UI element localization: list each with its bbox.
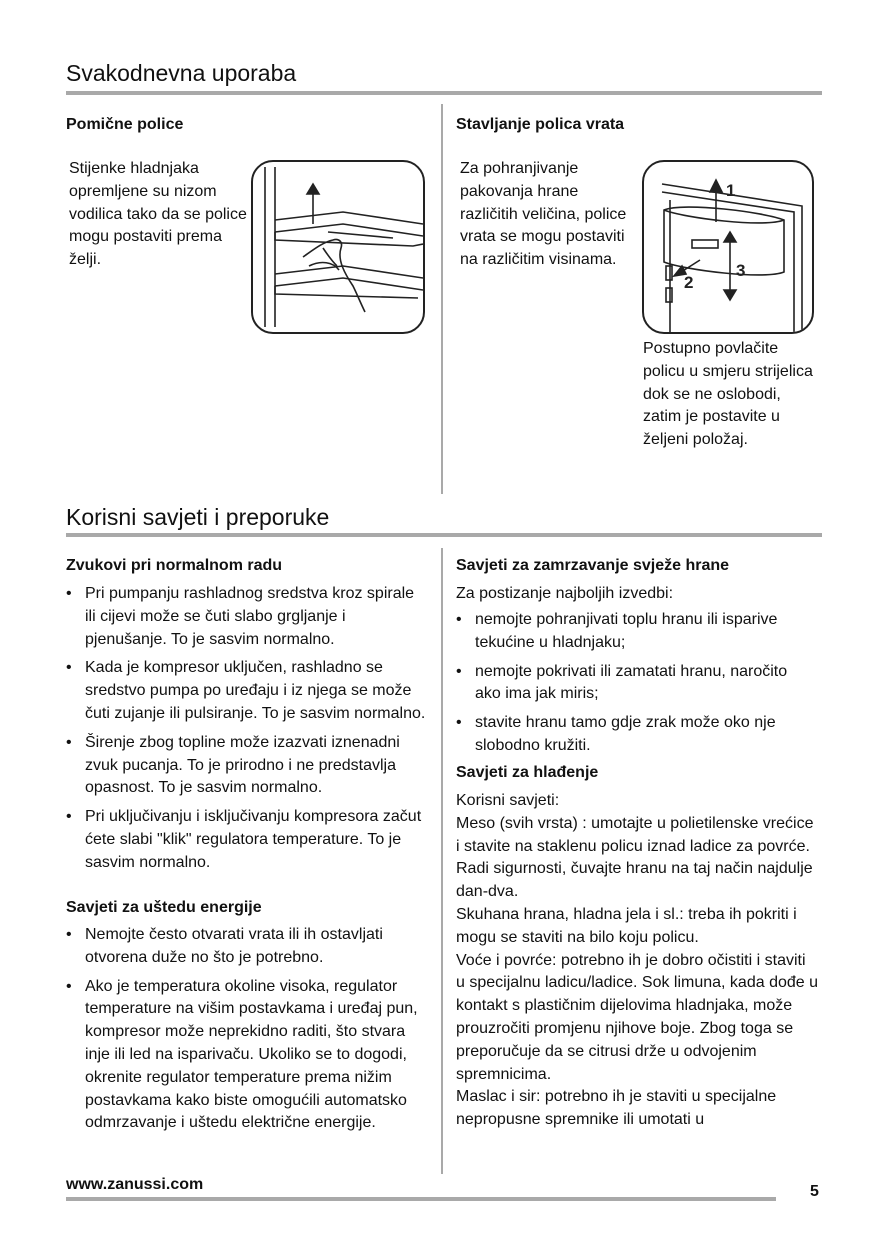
cooling-line: Meso (svih vrsta) : umotajte u polietilenske vrećice i stavite na staklenu policu iznad ladice za povrće. [456, 814, 814, 855]
section-title-daily-use: Svakodnevna uporaba [66, 60, 297, 86]
footer-rule [66, 1197, 776, 1201]
list-freezing-tips [456, 609, 816, 764]
list-normal-noises [66, 583, 429, 881]
figure-label-2: 2 [684, 273, 694, 292]
list-item: • Kada je kompresor uključen, rashladno se sredstvo pumpa po uređaju i iz njega se može čuti zujanje ili pulsiranje. To je sasvim normalno. [66, 657, 429, 725]
list-item: • nemojte pokrivati ili zamatati hranu, naročito ako ima jak miris; [456, 661, 816, 707]
list-item: • Pri uključivanju i isključivanju kompresora začut ćete slabi "klik" regulatora temperature. To je sasvim normalno. [66, 806, 429, 874]
section-title-tips: Korisni savjeti i preporuke [66, 504, 330, 530]
cooling-line: Skuhana hrana, hladna jela i sl.: treba ih pokriti i mogu se staviti na bilo koju policu. [456, 905, 797, 946]
heading-freezing-tips: Savjeti za zamrzavanje svježe hrane [456, 557, 730, 574]
heading-movable-shelves: Pomične police [66, 116, 184, 133]
text-movable-shelves: Stijenke hladnjaka opremljene su nizom vodilica tako da se police mogu postaviti prema želji. [69, 160, 247, 269]
cooling-line: Voće i povrće: potrebno ih je dobro očistiti i staviti u specijalnu ladicu/ladice. Sok limuna, kada dođe u kontakt s plastičnim dijelovima hladnjaka, može prouzročiti promjenu njihove boje. Zbog toga se preporučuje da se citrusi drže u odvojenim spremnicima. [456, 951, 819, 1083]
heading-energy-saving: Savjeti za uštedu energije [66, 899, 262, 916]
footer-website: www.zanussi.com [66, 1176, 204, 1193]
door-shelf-drawing [644, 162, 812, 332]
list-energy-saving [66, 924, 429, 1141]
shelf-illustration [251, 160, 425, 334]
list-item: • Širenje zbog topline može izazvati iznenadni zvuk pucanja. To je prirodno i ne predstavlja opasnost. To je sasvim normalno. [66, 732, 429, 800]
door-shelf-illustration [642, 160, 814, 334]
heading-normal-noises: Zvukovi pri normalnom radu [66, 557, 283, 574]
list-item: • nemojte pohranjivati toplu hranu ili isparive tekućine u hladnjaku; [456, 609, 816, 655]
page-number: 5 [810, 1183, 819, 1200]
cooling-tips-text [456, 790, 818, 1132]
cooling-line: Radi sigurnosti, čuvajte hranu na taj način najdulje dan-dva. [456, 860, 813, 901]
section-rule [66, 533, 822, 537]
freezing-intro: Za postizanje najboljih izvedbi: [456, 585, 674, 602]
figure-caption: Postupno povlačite policu u smjeru strijelica dok se ne oslobodi, zatim je postavite u željeni položaj. [643, 340, 813, 449]
figure-label-3: 3 [736, 261, 746, 280]
list-item: • Nemojte često otvarati vrata ili ih ostavljati otvorena duže no što je potrebno. [66, 924, 429, 970]
column-divider [441, 104, 443, 494]
text-door-shelves: Za pohranjivanje pakovanja hrane različitih veličina, police vrata se mogu postaviti na različitim visinama. [460, 160, 627, 269]
cooling-line: Korisni savjeti: [456, 792, 560, 809]
heading-door-shelves: Stavljanje polica vrata [456, 116, 625, 133]
section-rule [66, 91, 822, 95]
figure-label-1: 1 [726, 181, 736, 200]
list-item: • Pri pumpanju rashladnog sredstva kroz spirale ili cijevi može se čuti slabo grgljanje i pjenušanje. To je sasvim normalno. [66, 583, 429, 651]
heading-cooling-tips: Savjeti za hlađenje [456, 764, 599, 781]
list-item: • stavite hranu tamo gdje zrak može oko nje slobodno kružiti. [456, 712, 816, 758]
list-item: • Ako je temperatura okoline visoka, regulator temperature na višim postavkama i uređaj pun, kompresor može neprekidno raditi, što stvara inje ili led na isparivaču. Ukoliko se to dogodi, okrenite regulator temperature prema nižim postavkama kako biste omogućili automatsko odmrzavanje i uštedu električne energije. [66, 976, 429, 1136]
column-divider [441, 548, 443, 1174]
shelf-drawing [253, 162, 423, 332]
cooling-line: Maslac i sir: potrebno ih je staviti u specijalne nepropusne spremnike ili umotati u [456, 1088, 777, 1129]
